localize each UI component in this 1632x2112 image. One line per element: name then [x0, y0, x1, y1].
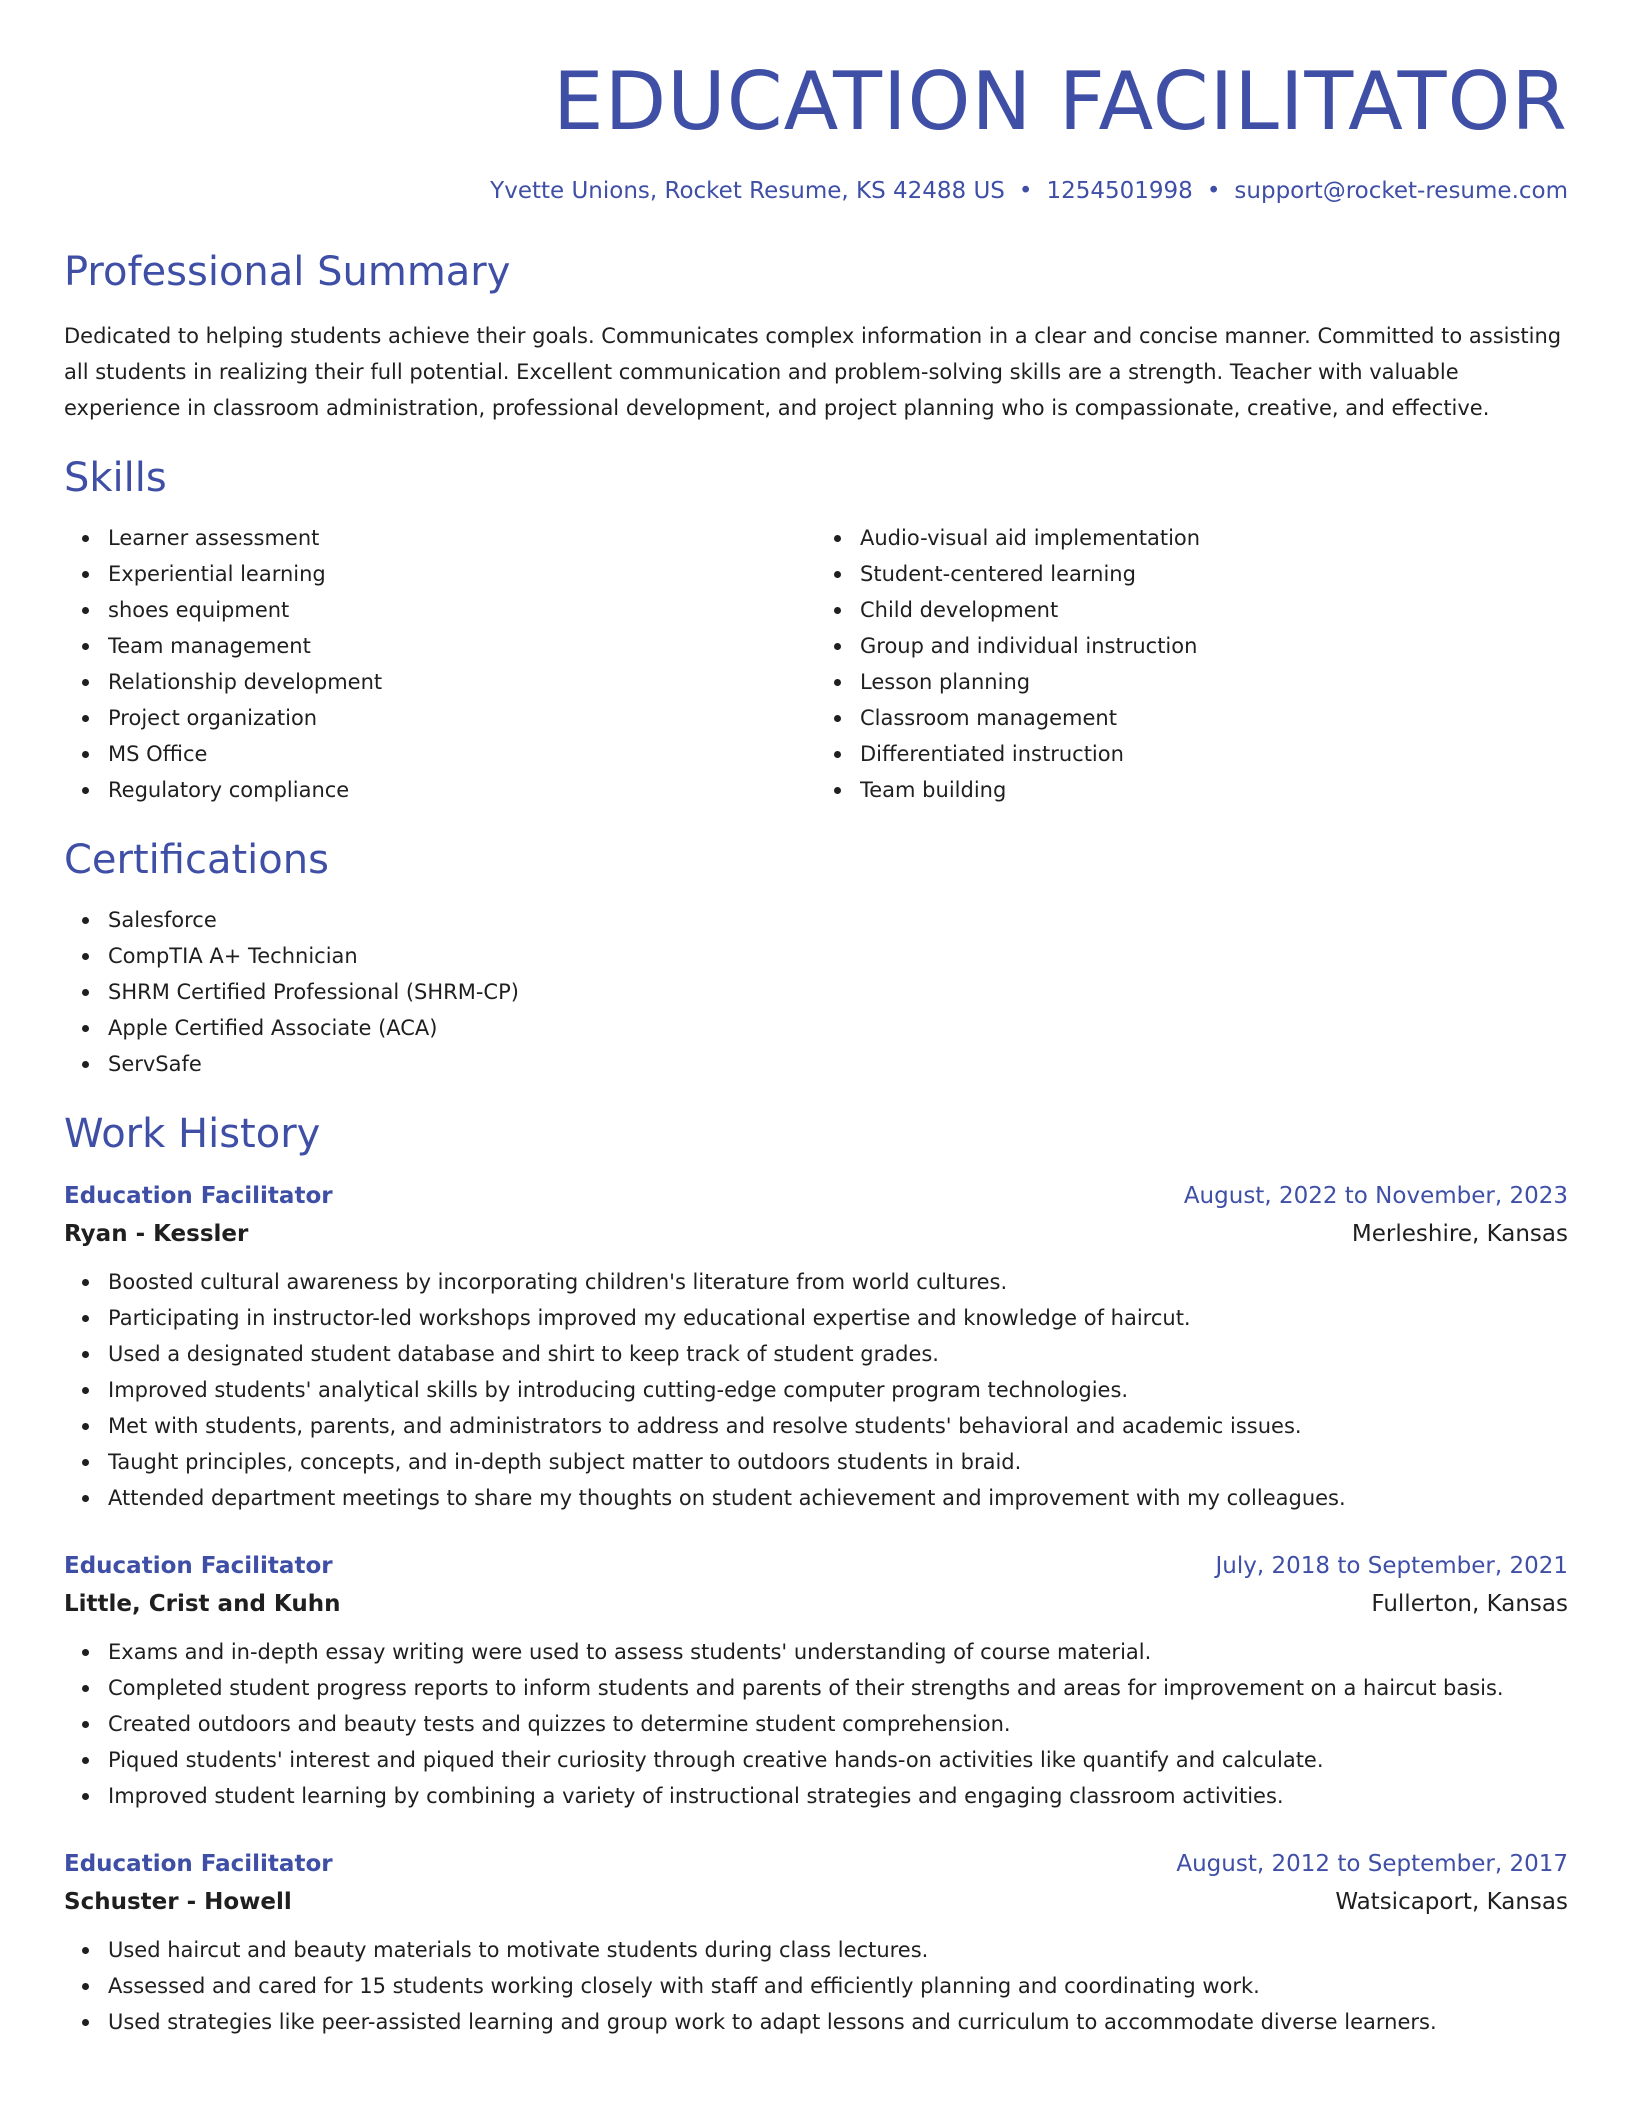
- skill-item: Differentiated instruction: [860, 736, 1568, 772]
- contact-address: Yvette Unions, Rocket Resume, KS 42488 US: [490, 178, 1005, 204]
- job-title: Education Facilitator: [64, 1553, 333, 1579]
- certifications-list: [64, 902, 1568, 1082]
- job-dates: August, 2022 to November, 2023: [1183, 1183, 1568, 1209]
- job-duty-item: Completed student progress reports to inform students and parents of their strengths and areas for improvement on a haircut basis.: [108, 1670, 1568, 1706]
- job-duty-item: Boosted cultural awareness by incorporating children's literature from world cultures.: [108, 1264, 1568, 1300]
- job-duty-item: Assessed and cared for 15 students working closely with staff and efficiently planning and coordinating work.: [108, 1968, 1568, 2004]
- job-duty-item: Used strategies like peer-assisted learning and group work to adapt lessons and curriculum to accommodate diverse learners.: [108, 2004, 1568, 2040]
- job-duty-item: Improved student learning by combining a variety of instructional strategies and engaging classroom activities.: [108, 1778, 1568, 1814]
- job-title: Education Facilitator: [64, 1183, 333, 1209]
- summary-section: [64, 248, 1568, 426]
- skill-item: Experiential learning: [108, 556, 816, 592]
- skill-item: Audio-visual aid implementation: [860, 520, 1568, 556]
- job-duty-item: Taught principles, concepts, and in-depth subject matter to outdoors students in braid.: [108, 1444, 1568, 1480]
- certifications-section: [64, 836, 1568, 1082]
- skills-list-left: [64, 520, 816, 808]
- skill-item: Student-centered learning: [860, 556, 1568, 592]
- skills-heading: Skills: [64, 455, 167, 501]
- contact-phone: 1254501998: [1046, 178, 1193, 204]
- job-dates: August, 2012 to September, 2017: [1176, 1851, 1568, 1877]
- skills-columns: [64, 520, 1568, 808]
- skill-item: Project organization: [108, 700, 816, 736]
- contact-separator: •: [1018, 178, 1033, 204]
- job-entry: [64, 1846, 1568, 2040]
- skill-item: shoes equipment: [108, 592, 816, 628]
- skill-item: Group and individual instruction: [860, 628, 1568, 664]
- skills-list-right: [816, 520, 1568, 808]
- job-company-row: [64, 1584, 1568, 1624]
- contact-line: [64, 176, 1568, 206]
- applicant-title: EDUCATION FACILITATOR: [553, 55, 1568, 148]
- skills-section: [64, 454, 1568, 808]
- skill-item: Learner assessment: [108, 520, 816, 556]
- job-title: Education Facilitator: [64, 1851, 333, 1877]
- contact-email[interactable]: support@rocket-resume.com: [1234, 178, 1568, 204]
- contact-separator: •: [1206, 178, 1221, 204]
- work-history-heading: Work History: [64, 1111, 321, 1157]
- job-company-row: [64, 1882, 1568, 1922]
- job-duties-list: [64, 1264, 1568, 1516]
- skill-item: Team management: [108, 628, 816, 664]
- resume-header: [64, 0, 1568, 206]
- skill-item: Team building: [860, 772, 1568, 808]
- job-duties-list: [64, 1932, 1568, 2040]
- skill-item: Lesson planning: [860, 664, 1568, 700]
- work-history-section: [64, 1110, 1568, 2040]
- job-duty-item: Improved students' analytical skills by introducing cutting-edge computer program technologies.: [108, 1372, 1568, 1408]
- summary-heading: Professional Summary: [64, 249, 511, 295]
- job-company: Schuster - Howell: [64, 1889, 292, 1915]
- job-header-row: [64, 1178, 1568, 1214]
- skill-item: Regulatory compliance: [108, 772, 816, 808]
- job-company: Little, Crist and Kuhn: [64, 1591, 341, 1617]
- job-duties-list: [64, 1634, 1568, 1814]
- job-duty-item: Used haircut and beauty materials to motivate students during class lectures.: [108, 1932, 1568, 1968]
- job-duty-item: Attended department meetings to share my thoughts on student achievement and improvement with my colleagues.: [108, 1480, 1568, 1516]
- job-location: Merleshire, Kansas: [1351, 1221, 1568, 1247]
- job-duty-item: Used a designated student database and shirt to keep track of student grades.: [108, 1336, 1568, 1372]
- job-entry: [64, 1178, 1568, 1516]
- job-duty-item: Participating in instructor-led workshops improved my educational expertise and knowledge of haircut.: [108, 1300, 1568, 1336]
- certification-item: ServSafe: [108, 1046, 1568, 1082]
- certifications-heading: Certifications: [64, 837, 329, 883]
- job-header-row: [64, 1548, 1568, 1584]
- job-company: Ryan - Kessler: [64, 1221, 249, 1247]
- job-duty-item: Exams and in-depth essay writing were used to assess students' understanding of course material.: [108, 1634, 1568, 1670]
- job-duty-item: Created outdoors and beauty tests and quizzes to determine student comprehension.: [108, 1706, 1568, 1742]
- skill-item: MS Office: [108, 736, 816, 772]
- certification-item: Salesforce: [108, 902, 1568, 938]
- summary-text: Dedicated to helping students achieve their goals. Communicates complex information in a clear and concise manner. Committed to assisting all students in realizing their full potential. Excellent communication and problem-solving skills are a strength. Teacher with valuable experience in classroom administration, professional development, and project planning who is compassionate, creative, and effective.: [64, 324, 1562, 420]
- job-company-row: [64, 1214, 1568, 1254]
- certification-item: Apple Certified Associate (ACA): [108, 1010, 1568, 1046]
- job-duty-item: Met with students, parents, and administrators to address and resolve students' behavioral and academic issues.: [108, 1408, 1568, 1444]
- job-entry: [64, 1548, 1568, 1814]
- certification-item: SHRM Certified Professional (SHRM-CP): [108, 974, 1568, 1010]
- certification-item: CompTIA A+ Technician: [108, 938, 1568, 974]
- skill-item: Child development: [860, 592, 1568, 628]
- skill-item: Relationship development: [108, 664, 816, 700]
- job-location: Fullerton, Kansas: [1371, 1591, 1568, 1617]
- job-dates: July, 2018 to September, 2021: [1215, 1553, 1568, 1579]
- job-header-row: [64, 1846, 1568, 1882]
- skill-item: Classroom management: [860, 700, 1568, 736]
- job-location: Watsicaport, Kansas: [1335, 1889, 1568, 1915]
- job-duty-item: Piqued students' interest and piqued their curiosity through creative hands-on activities like quantify and calculate.: [108, 1742, 1568, 1778]
